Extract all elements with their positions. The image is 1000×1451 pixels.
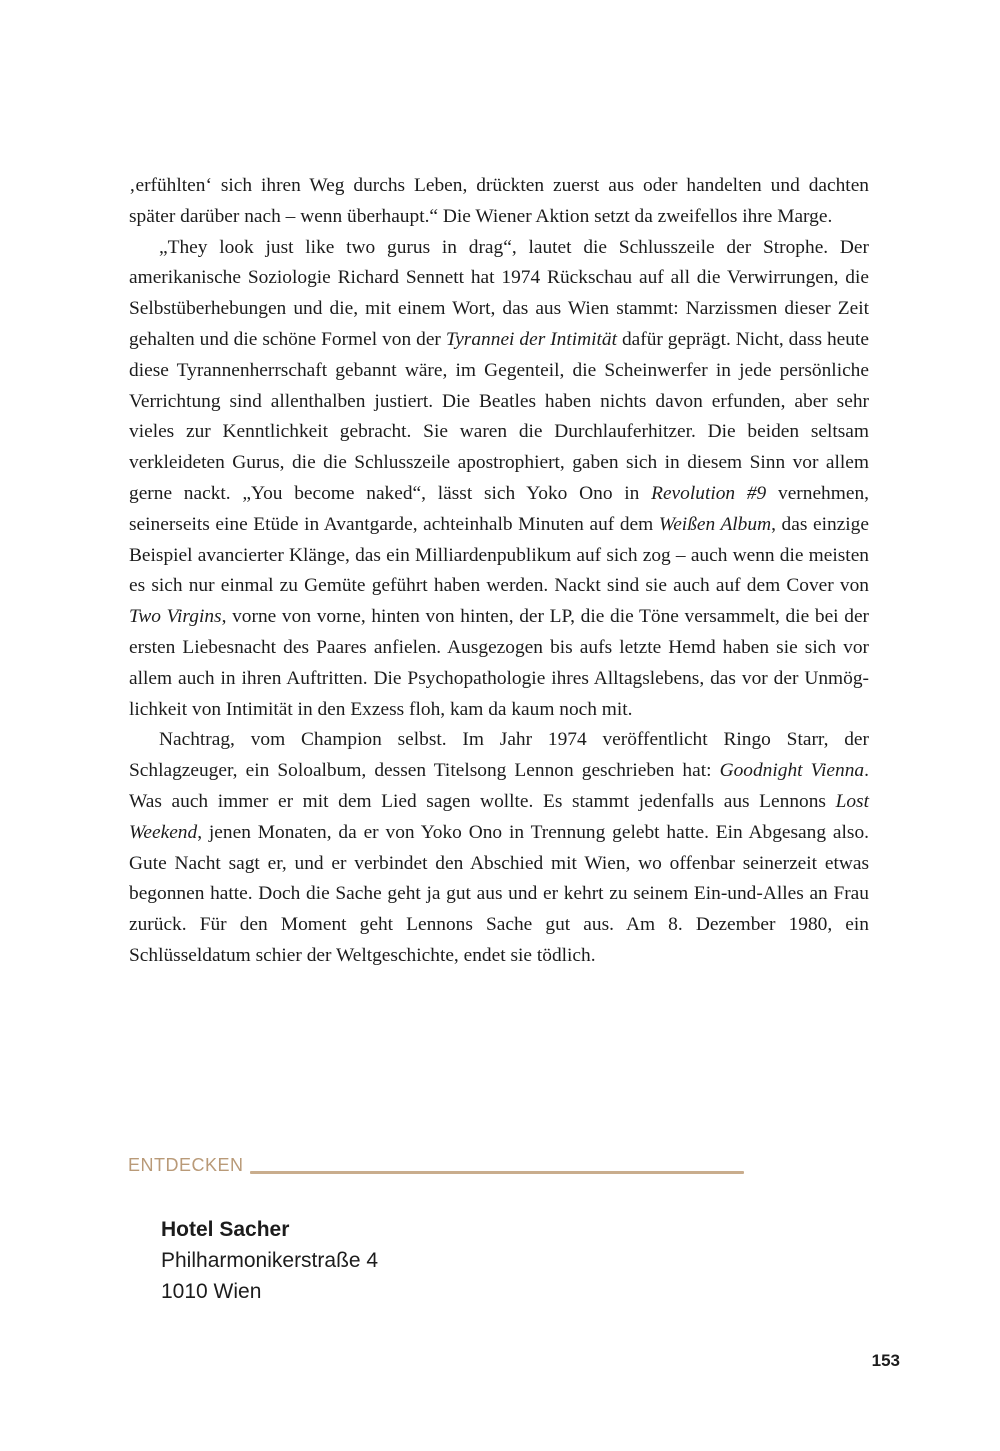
paragraph-1 <box>129 171 869 233</box>
italic-title-tyrannei: Tyrannei der Intimität <box>445 328 617 350</box>
paragraph-3 <box>129 725 869 971</box>
address-block <box>161 1214 378 1307</box>
page-number: 153 <box>871 1351 900 1370</box>
address-name: Hotel Sacher <box>161 1218 290 1241</box>
italic-title-goodnight-vienna: Goodnight Vienna <box>719 760 865 782</box>
paragraph-2-text-a: „They look just like two gurus in drag“, lautet die Schlusszeile der Strophe. Der amerikanische Soziologie Richard Sennett hat 1974 Rückschau auf all die Verwirrungen, die Selbstüberhebungen und die, mit einem Wort, das aus Wien stammt: Narzissmen dieser Zeit gehalten und die schöne Formel von der <box>129 236 869 350</box>
paragraph-2 <box>129 233 869 726</box>
main-text <box>129 171 869 972</box>
paragraph-1-text: ‚erfühlten‘ sich ihren Weg durchs Leben, drückten zuerst aus oder handelten und dachten später darüber nach – wenn überhaupt.“ Die Wiener Aktion setzt da zweifellos ihre Marge. <box>129 175 869 227</box>
italic-title-revolution-9: Revolution #9 <box>651 482 767 504</box>
section-label: ENTDECKEN <box>128 1155 244 1175</box>
paragraph-3-text-a: Nachtrag, vom Champion selbst. Im Jahr 1974 veröffentlicht Ringo Starr, der Schlagzeuger, ein Soloalbum, dessen Titelsong Lennon geschrieben hat: <box>129 729 869 782</box>
paragraph-2-text-c: dafür geprägt. Nicht, dass heute diese Tyrannenherrschaft gebannt wäre, im Gegenteil, die Scheinwerfer in jede persönliche Verrichtung sind allenthalben justiert. Die Beatles haben nichts davon erfunden, aber sehr vieles zur Kenntlichkeit gebracht. Sie waren die Durchlauferhitzer. Die beiden seltsam verkleideten Gurus, die die Schlusszeile apostrophiert, gaben sich in diesem Sinn vor allem gerne nackt. „You become naked“, lässt sich Yoko Ono in <box>129 328 869 504</box>
paragraph-2-text-i: , vorne von vorne, hinten von hinten, der LP, die die Töne versammelt, die bei der ersten Liebesnacht des Paares anfielen. Ausgezogen bis aufs letzte Hemd haben sie sich vor allem auch in ihren Auftritten. Die Psychopathologie ihres Alltagslebens, das vor der Unmöglichkeit von Intimität in den Exzess floh, kam da kaum noch mit. <box>129 606 870 720</box>
address-street: Philharmonikerstraße 4 <box>161 1249 379 1272</box>
paragraph-2-text-e: vernehmen, seinerseits eine Etüde in Avantgarde, achteinhalb Minuten auf dem <box>129 482 869 535</box>
section-divider <box>250 1171 744 1174</box>
paragraph-2-text-g: , das einzige Beispiel avancierter Klänge, das ein Milliardenpublikum auf sich zog – auch wenn die meisten es sich nur einmal zu Gemüte geführt haben werden. Nackt sind sie auch auf dem Cover von <box>129 513 869 597</box>
italic-title-weissen-album: Weißen Album <box>658 513 772 535</box>
address-city: 1010 Wien <box>161 1280 262 1303</box>
section-header <box>128 1156 744 1174</box>
paragraph-3-text-e: , jenen Monaten, da er von Yoko Ono in Trennung gelebt hatte. Ein Abgesang also. Gute Nacht sagt er, und er verbindet den Abschied mit Wien, wo offenbar seinerzeit etwas begonnen hatte. Doch die Sache geht ja gut aus und er kehrt zu seinem Ein-und-Alles an Frau zurück. Für den Moment geht Lennons Sache gut aus. Am 8. Dezember 1980, ein Schlüsseldatum schier der Weltgeschichte, endet sie tödlich. <box>129 821 869 966</box>
italic-title-lost-weekend: Lost Weekend <box>129 790 869 843</box>
paragraph-3-text-c: . Was auch immer er mit dem Lied sagen wollte. Es stammt jedenfalls aus Lennons <box>129 760 869 812</box>
italic-title-two-virgins: Two Virgins <box>129 606 222 628</box>
